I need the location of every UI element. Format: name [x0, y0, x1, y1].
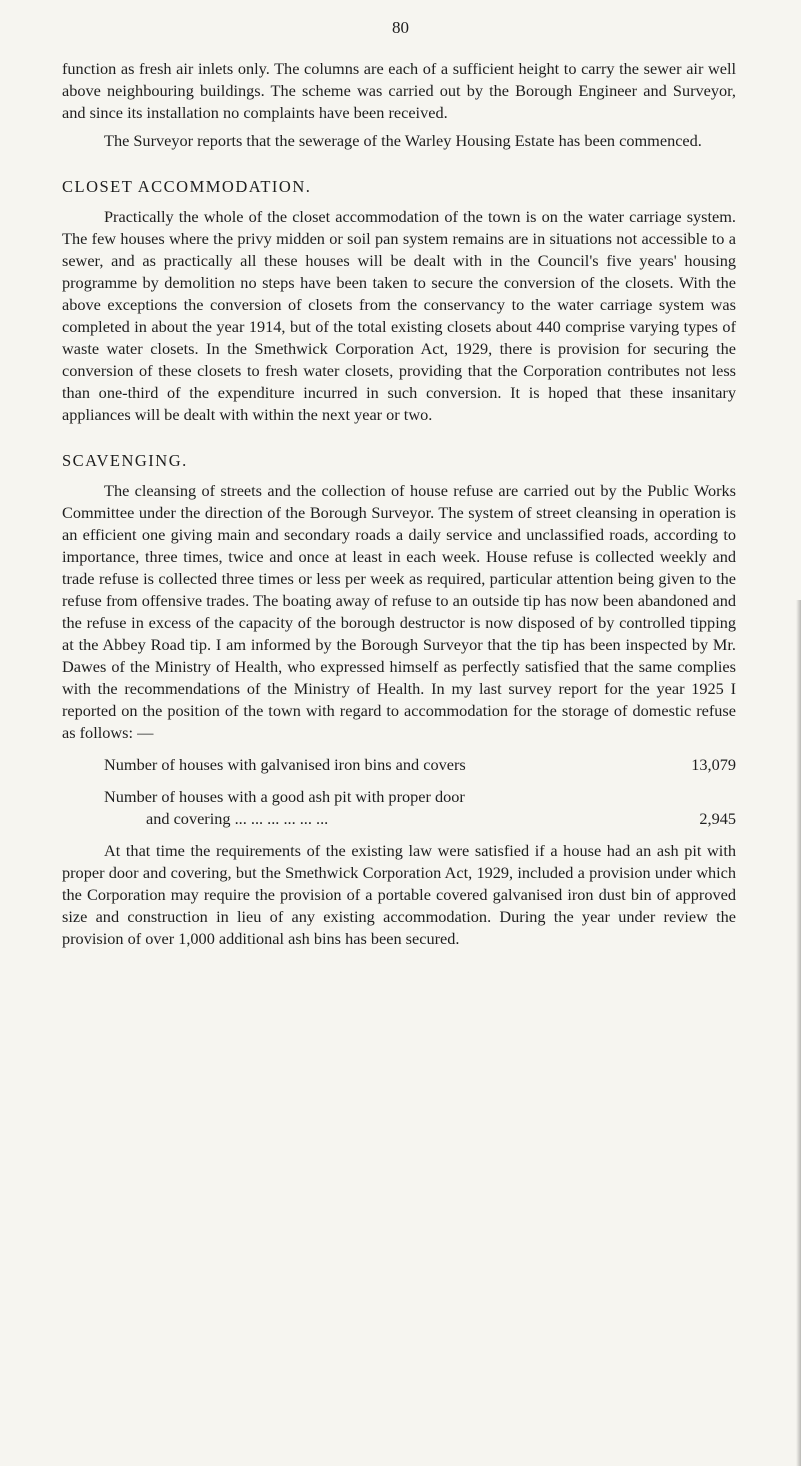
intro-paragraph: function as fresh air inlets only. The columns are each of a sufficient height to carry the sewer air well above neighbouring buildings. The scheme was carried out by the Borough Engineer and Surveyor, and since its installation no complaints have been received. — [62, 59, 736, 122]
stat-value: 13,079 — [691, 755, 736, 774]
page-edge-shadow — [796, 600, 801, 1466]
stat-value: 2,945 — [699, 809, 736, 828]
page-number: 80 — [392, 18, 409, 37]
stat-label: Number of houses with galvanised iron bins and covers — [104, 755, 466, 774]
document-body — [62, 58, 736, 950]
stat-row-ashpits — [62, 786, 736, 830]
stat-label: Number of houses with a good ash pit with proper door and covering ... ... ... ... ... ... — [104, 787, 465, 828]
section-heading-closet: CLOSET ACCOMMODATION. — [62, 177, 312, 196]
scavenging-paragraph: The cleansing of streets and the collection of house refuse are carried out by the Public Works Committee under the direction of the Borough Surveyor. The system of street cleansing in operation is an efficient one giving main and secondary roads a daily service and unclassified roads, according to importance, three times, twice and once at least in each week. House refuse is collected weekly and trade refuse is collected three times or less per week as required, particular attention being given to the refuse from offensive trades. The boating away of refuse to an outside tip has now been abandoned and the refuse in excess of the capacity of the borough destructor is now disposed of by controlled tipping at the Abbey Road tip. I am informed by the Borough Surveyor that the tip has been inspected by Mr. Dawes of the Ministry of Health, who expressed himself as perfectly satisfied that the same complies with the recommendations of the Ministry of Health. In my last survey report for the year 1925 I reported on the position of the town with regard to accommodation for the storage of domestic refuse as follows: — — [62, 481, 736, 742]
scavenging-paragraph-bins: At that time the requirements of the existing law were satisfied if a house had an ash pit with proper door and covering, but the Smethwick Corporation Act, 1929, included a provision under which the Corporation may require the provision of a portable covered galvanised iron dust bin of approved size and construction in lieu of any existing accommodation. During the year under review the provision of over 1,000 additional ash bins has been secured. — [62, 841, 736, 948]
section-heading-scavenging: SCAVENGING. — [62, 451, 188, 470]
intro-paragraph-sewerage: The Surveyor reports that the sewerage of the Warley Housing Estate has been commenced. — [104, 131, 702, 150]
closet-paragraph: Practically the whole of the closet accommodation of the town is on the water carriage system. The few houses where the privy midden or soil pan system remains are in situations not accessible to a sewer, and as practically all these houses will be dealt with in the Council's five years' housing programme by demolition no steps have been taken to secure the conversion of the closets. With the above exceptions the conversion of closets from the conservancy to the water carriage system was completed in about the year 1914, but of the total existing closets about 440 comprise varying types of waste water closets. In the Smethwick Corporation Act, 1929, there is provision for securing the conversion of these closets to fresh water closets, providing that the Corporation contributes not less than one-third of the expenditure incurred in such conversion. It is hoped that these insanitary appliances will be dealt with within the next year or two. — [62, 207, 736, 424]
stat-row-bins — [62, 754, 736, 776]
